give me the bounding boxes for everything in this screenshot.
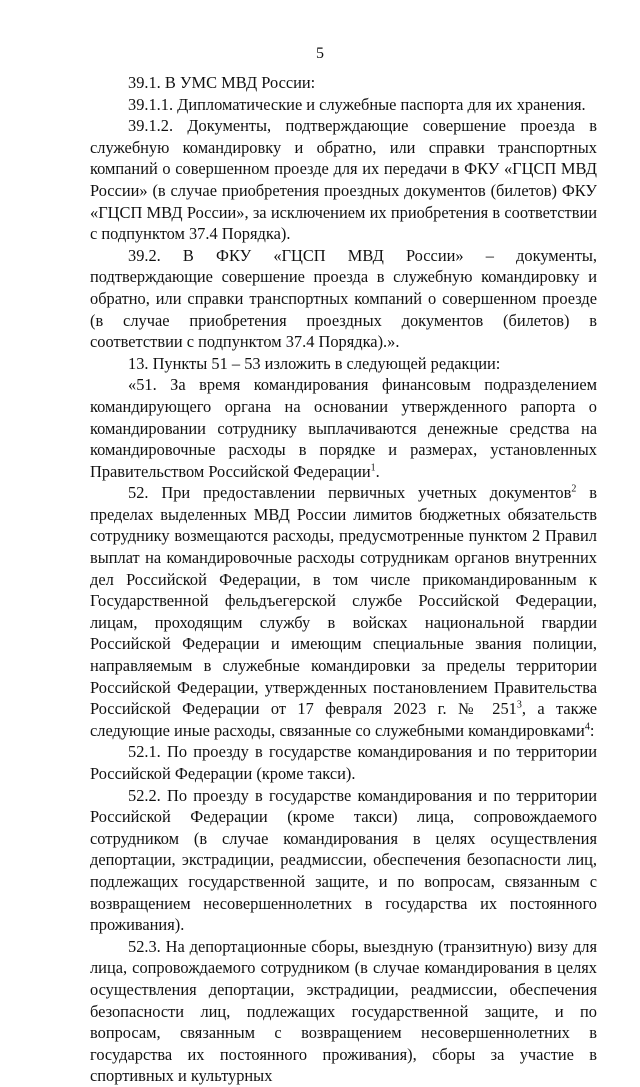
paragraph-39-1-1 [90,94,597,116]
paragraph-text: , а также следующие иные расходы, связанные со служебными командировками [90,699,597,740]
paragraph-52-1 [90,741,597,784]
paragraph-text: 52.3. На депортационные сборы, выездную (транзитную) визу для лица, сопровождаемого сотрудником (в случае командирования в целях осуществления депортации, экстрадиции, реадмиссии, обеспечения безопасности лиц, подлежащих государственной защите, и по вопросам, связанным с возвращением несовершеннолетних в государства их постоянного проживания), сборы за участие в спортивных и культурных [90,936,597,1086]
footnote-ref-1[interactable]: 1 [370,462,376,474]
paragraph-text: 52.1. По проезду в государстве командирования и по территории Российской Федерации (кроме такси). [90,742,597,783]
paragraph-text: 52. При предоставлении первичных учетных документов [128,483,572,503]
paragraph-text: . [375,461,380,481]
paragraph-text: 39.1.1. Дипломатические и служебные паспорта для их хранения. [128,94,586,114]
footnote-ref-2[interactable]: 2 [571,483,577,495]
paragraph-51 [90,374,597,482]
paragraph-text: в пределах выделенных МВД России лимитов бюджетных обязательств сотруднику возмещаются расходы, предусмотренные пунктом 2 Правил выплат на командировочные расходы сотрудникам органов внутренних дел Российской Федерации, в том числе прикомандированным к Государственной фельдъегерской службе Российской Федерации, лицам, проходящим службу в войсках национальной гвардии Российской Федерации и имеющим специальные звания полиции, направляемым в служебные командировки за пределы территории Российской Федерации, утвержденных постановлением Правительства Российской Федерации от 17 февраля 2023 г. № 251 [90,483,597,719]
paragraph-13 [90,353,597,375]
paragraph-52 [90,482,597,741]
paragraph-text: 39.1. В УМС МВД России: [128,73,316,92]
paragraph-text: 39.1.2. Документы, подтверждающие совершение проезда в служебную командировку и обратно, или справки транспортных компаний о совершенном проезде для их передачи в ФКУ «ГЦСП МВД России» (в случае приобретения проездных документов (билетов) ФКУ «ГЦСП МВД России», за исключением их приобретения в соответствии с подпунктом 37.4 Порядка). [90,116,597,244]
footnote-ref-3[interactable]: 3 [516,699,522,711]
footnote-ref-4[interactable]: 4 [584,721,590,733]
paragraph-39-2 [90,245,597,353]
paragraph-52-3 [90,936,597,1087]
page-number: 5 [316,45,324,62]
document-body [90,72,597,1087]
paragraph-text: : [589,720,595,740]
paragraph-text: 52.2. По проезду в государстве командирования и по территории Российской Федерации (кроме такси) лица, сопровождаемого сотрудником (в случае командирования в целях осуществления депортации, экстрадиции, реадмиссии, обеспечения безопасности лиц, подлежащих государственной защите, и по вопросам, связанным с возвращением несовершеннолетних в государства их постоянного проживания). [90,785,597,935]
paragraph-52-2 [90,785,597,936]
paragraph-39-1 [90,72,597,94]
paragraph-text: 39.2. В ФКУ «ГЦСП МВД России» – документы, подтверждающие совершение проезда в служебную командировку и обратно, или справки транспортных компаний о совершенном проезде (в случае приобретения проездных документов (билетов) в соответствии с подпунктом 37.4 Порядка).». [90,245,597,352]
paragraph-text: «51. За время командирования финансовым подразделением командирующего органа на основании утвержденного рапорта о командировании сотруднику выплачиваются денежные средства на командировочные расходы в порядке и размерах, установленных Правительством Российской Федерации [90,375,597,481]
paragraph-39-1-2 [90,115,597,245]
paragraph-text: 13. Пункты 51 – 53 изложить в следующей редакции: [128,353,501,373]
